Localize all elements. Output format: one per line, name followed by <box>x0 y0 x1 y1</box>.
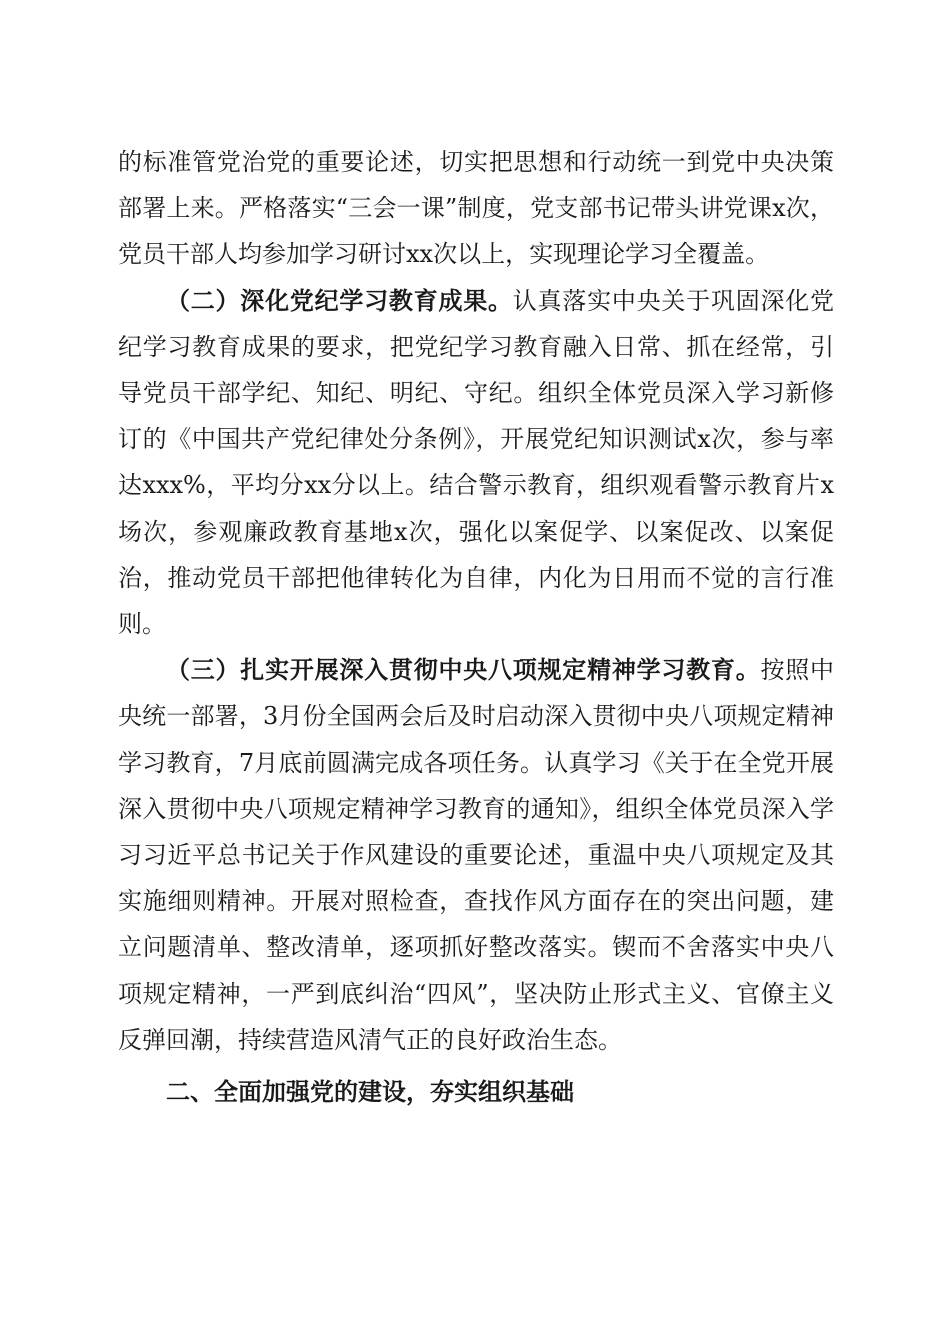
paragraph-text: 认真落实中央关于巩固深化党纪学习教育成果的要求，把党纪学习教育融入日常、抓在经常，引导党员干部学纪、知纪、明纪、守纪。组织全体党员深入学习新修订的《中国共产党纪律处分条例》，开展党纪知识测试x次，参与率达xxx%，平均分xx分以上。结合警示教育，组织观看警示教育片x场次，参观廉政教育基地x次，强化以案促学、以案促改、以案促治，推动党员干部把他律转化为自律，内化为日用而不觉的言行准则。 <box>118 286 835 639</box>
subsection-heading: （三）扎实开展深入贯彻中央八项规定精神学习教育。 <box>166 656 761 685</box>
paragraph-text: 的标准管党治党的重要论述，切实把思想和行动统一到党中央决策部署上来。严格落实“三会一课”制度，党支部书记带头讲党课x次，党员干部人均参加学习研讨xx次以上，实现理论学习全覆盖。 <box>118 148 834 269</box>
paragraph-continuation <box>118 139 834 278</box>
paragraph-eight-provisions <box>118 647 834 1063</box>
paragraph-party-discipline <box>118 278 834 648</box>
document-body <box>118 139 834 1115</box>
section-heading: 二、全面加强党的建设，夯实组织基础 <box>166 1078 574 1107</box>
subsection-heading: （二）深化党纪学习教育成果。 <box>166 286 513 315</box>
paragraph-text: 按照中央统一部署，3月份全国两会后及时启动深入贯彻中央八项规定精神学习教育，7月底前圆满完成各项任务。认真学习《关于在全党开展深入贯彻中央八项规定精神学习教育的通知》，组织全体党员深入学习习近平总书记关于作风建设的重要论述，重温中央八项规定及其实施细则精神。开展对照检查，查找作风方面存在的突出问题，建立问题清单、整改清单，逐项抓好整改落实。锲而不舍落实中央八项规定精神，一严到底纠治“四风”，坚决防止形式主义、官僚主义反弹回潮，持续营造风清气正的良好政治生态。 <box>118 656 835 1054</box>
